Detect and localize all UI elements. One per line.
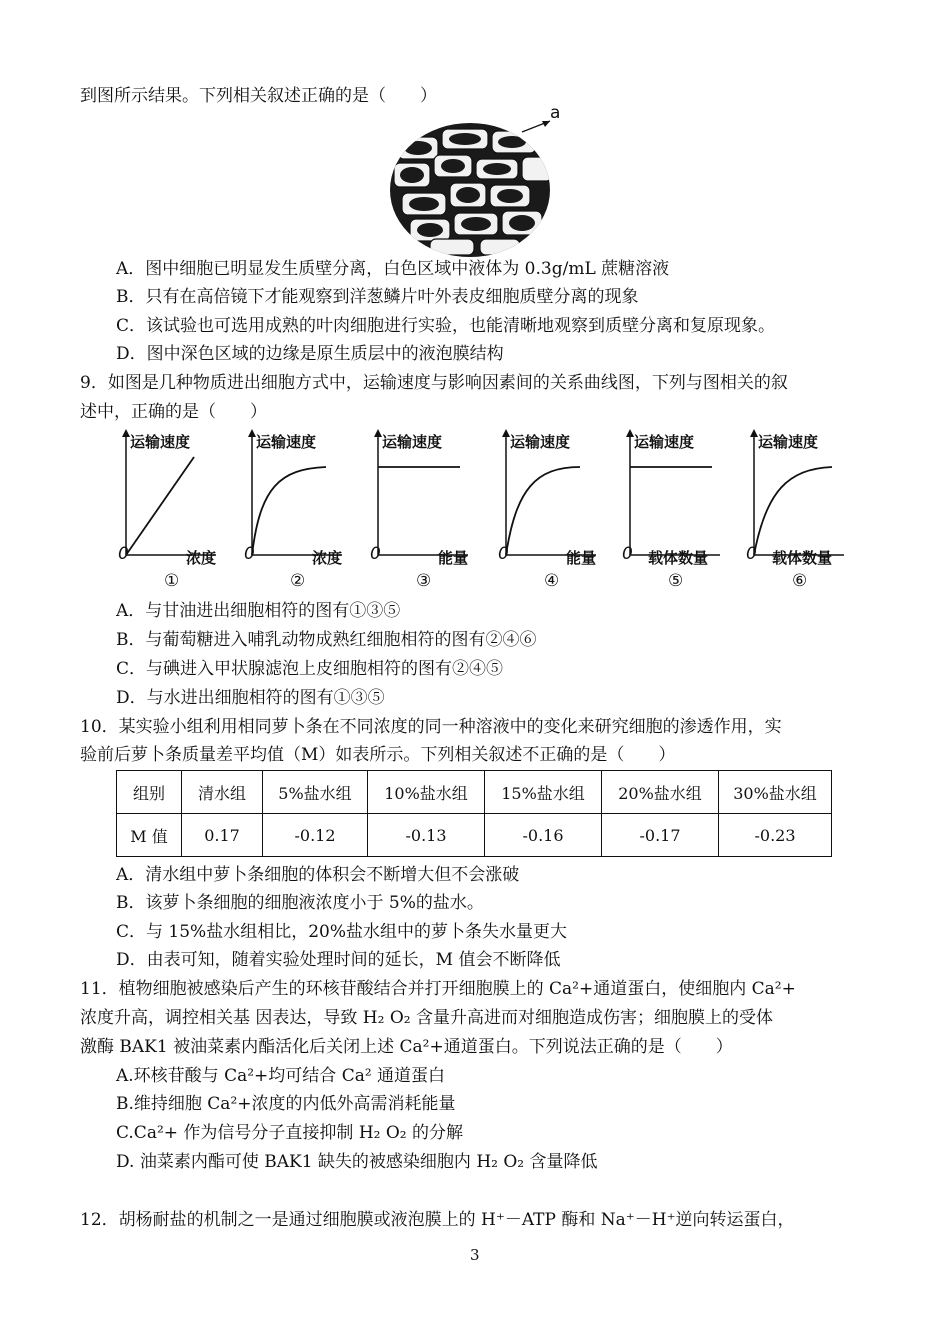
table-cell: 清水组 xyxy=(182,771,263,814)
q11-option-d: D. 油菜素内酯可使 BAK1 缺失的被感染细胞内 H₂ O₂ 含量降低 xyxy=(116,1152,598,1172)
table-cell: 5%盐水组 xyxy=(263,771,368,814)
figure-label-a: a xyxy=(550,103,561,123)
q11-stem-line2: 浓度升高，调控相关基 因表达，导致 H₂ O₂ 含量升高进而对细胞造成伤害；细胞膜上的受体 xyxy=(80,1008,774,1028)
graph-4-xlabel: 能量 xyxy=(566,549,597,567)
graph-3-xlabel: 能量 xyxy=(438,549,469,567)
q10-option-d: D．由表可知，随着实验处理时间的延长，M 值会不断降低 xyxy=(116,950,561,970)
graph-4-origin: 0 xyxy=(498,544,509,564)
q10-stem-line1: 10．某实验小组利用相同萝卜条在不同浓度的同一种溶液中的变化来研究细胞的渗透作用，实 xyxy=(80,717,782,737)
q9-stem-line1: 9．如图是几种物质进出细胞方式中，运输速度与影响因素间的关系曲线图，下列与图相关的叙 xyxy=(80,373,788,393)
table-cell: -0.23 xyxy=(719,814,832,857)
q9-option-a: A．与甘油进出细胞相符的图有①③⑤ xyxy=(116,601,401,621)
graph-3-origin: 0 xyxy=(370,544,381,564)
table-cell: 组别 xyxy=(117,771,182,814)
q10-option-b: B．该萝卜条细胞的细胞液浓度小于 5%的盐水。 xyxy=(116,893,484,913)
q9-option-b: B．与葡萄糖进入哺乳动物成熟红细胞相符的图有②④⑥ xyxy=(116,630,537,650)
graph-2 xyxy=(230,427,350,597)
graph-1 xyxy=(104,427,224,597)
table-cell: 30%盐水组 xyxy=(719,771,832,814)
q8-option-b: B．只有在高倍镜下才能观察到洋葱鳞片叶外表皮细胞质壁分离的现象 xyxy=(116,287,639,307)
q10-option-a: A．清水组中萝卜条细胞的体积会不断增大但不会涨破 xyxy=(116,865,520,885)
q9-option-c: C．与碘进入甲状腺滤泡上皮细胞相符的图有②④⑤ xyxy=(116,659,504,679)
graph-4-number: ④ xyxy=(544,571,560,591)
table-cell: 0.17 xyxy=(182,814,263,857)
graph-5 xyxy=(608,427,728,597)
graph-6-number: ⑥ xyxy=(792,571,808,591)
graph-2-ylabel: 运输速度 xyxy=(256,433,317,451)
graph-3-number: ③ xyxy=(416,571,432,591)
table-cell: 10%盐水组 xyxy=(368,771,485,814)
graph-1-number: ① xyxy=(164,571,180,591)
graph-4 xyxy=(484,427,604,597)
graph-5-origin: 0 xyxy=(622,544,633,564)
graph-1-xlabel: 浓度 xyxy=(186,549,217,567)
q9-stem-line2: 述中，正确的是（ ） xyxy=(80,402,267,422)
m-value-table xyxy=(116,770,832,857)
q9-option-d: D．与水进出细胞相符的图有①③⑤ xyxy=(116,688,385,708)
graph-2-number: ② xyxy=(290,571,306,591)
graph-6-origin: 0 xyxy=(746,544,757,564)
table-cell: -0.17 xyxy=(602,814,719,857)
q11-option-b: B.维持细胞 Ca²+浓度的内低外高需消耗能量 xyxy=(116,1094,456,1114)
page-number: 3 xyxy=(470,1246,480,1264)
graph-3 xyxy=(356,427,476,597)
graph-5-xlabel: 载体数量 xyxy=(648,549,709,567)
graph-1-origin: 0 xyxy=(118,544,129,564)
q11-option-c: C.Ca²+ 作为信号分子直接抑制 H₂ O₂ 的分解 xyxy=(116,1123,464,1143)
graph-3-ylabel: 运输速度 xyxy=(382,433,443,451)
q8-option-d: D．图中深色区域的边缘是原生质层中的液泡膜结构 xyxy=(116,344,504,364)
q10-stem-line2: 验前后萝卜条质量差平均值（M）如表所示。下列相关叙述不正确的是（ ） xyxy=(80,745,676,765)
q11-stem-line3: 激酶 BAK1 被油菜素内酯活化后关闭上述 Ca²+通道蛋白。下列说法正确的是（ ） xyxy=(80,1037,733,1057)
table-cell: -0.13 xyxy=(368,814,485,857)
q8-option-c: C．该试验也可选用成熟的叶肉细胞进行实验，也能清晰地观察到质壁分离和复原现象。 xyxy=(116,316,776,336)
table-cell: M 值 xyxy=(117,814,182,857)
transport-rate-graphs xyxy=(104,427,864,597)
graph-5-ylabel: 运输速度 xyxy=(634,433,695,451)
table-cell: 15%盐水组 xyxy=(485,771,602,814)
graph-6-xlabel: 载体数量 xyxy=(772,549,833,567)
graph-4-ylabel: 运输速度 xyxy=(510,433,571,451)
graph-2-xlabel: 浓度 xyxy=(312,549,343,567)
graph-1-ylabel: 运输速度 xyxy=(130,433,191,451)
graph-2-origin: 0 xyxy=(244,544,255,564)
table-cell: 20%盐水组 xyxy=(602,771,719,814)
table-cell: -0.12 xyxy=(263,814,368,857)
table-row xyxy=(117,814,832,857)
graph-6-ylabel: 运输速度 xyxy=(758,433,819,451)
q12-stem-line1: 12．胡杨耐盐的机制之一是通过细胞膜或液泡膜上的 H⁺－ATP 酶和 Na⁺－H⁺逆向转运蛋白， xyxy=(80,1210,795,1230)
q11-stem-line1: 11．植物细胞被感染后产生的环核苷酸结合并打开细胞膜上的 Ca²+通道蛋白，使细胞内 Ca²+ xyxy=(80,979,796,999)
graph-6 xyxy=(732,427,852,597)
graph-5-number: ⑤ xyxy=(668,571,684,591)
q8-stem-tail: 到图所示结果。下列相关叙述正确的是（ ） xyxy=(80,86,437,106)
q8-option-a: A．图中细胞已明显发生质壁分离，白色区域中液体为 0.3g/mL 蔗糖溶液 xyxy=(116,259,670,279)
q10-option-c: C．与 15%盐水组相比，20%盐水组中的萝卜条失水量更大 xyxy=(116,922,567,942)
q11-option-a: A.环核苷酸与 Ca²+均可结合 Ca² 通道蛋白 xyxy=(116,1066,446,1086)
table-header-row xyxy=(117,771,832,814)
table-cell: -0.16 xyxy=(485,814,602,857)
onion-cell-micrograph xyxy=(390,103,590,265)
